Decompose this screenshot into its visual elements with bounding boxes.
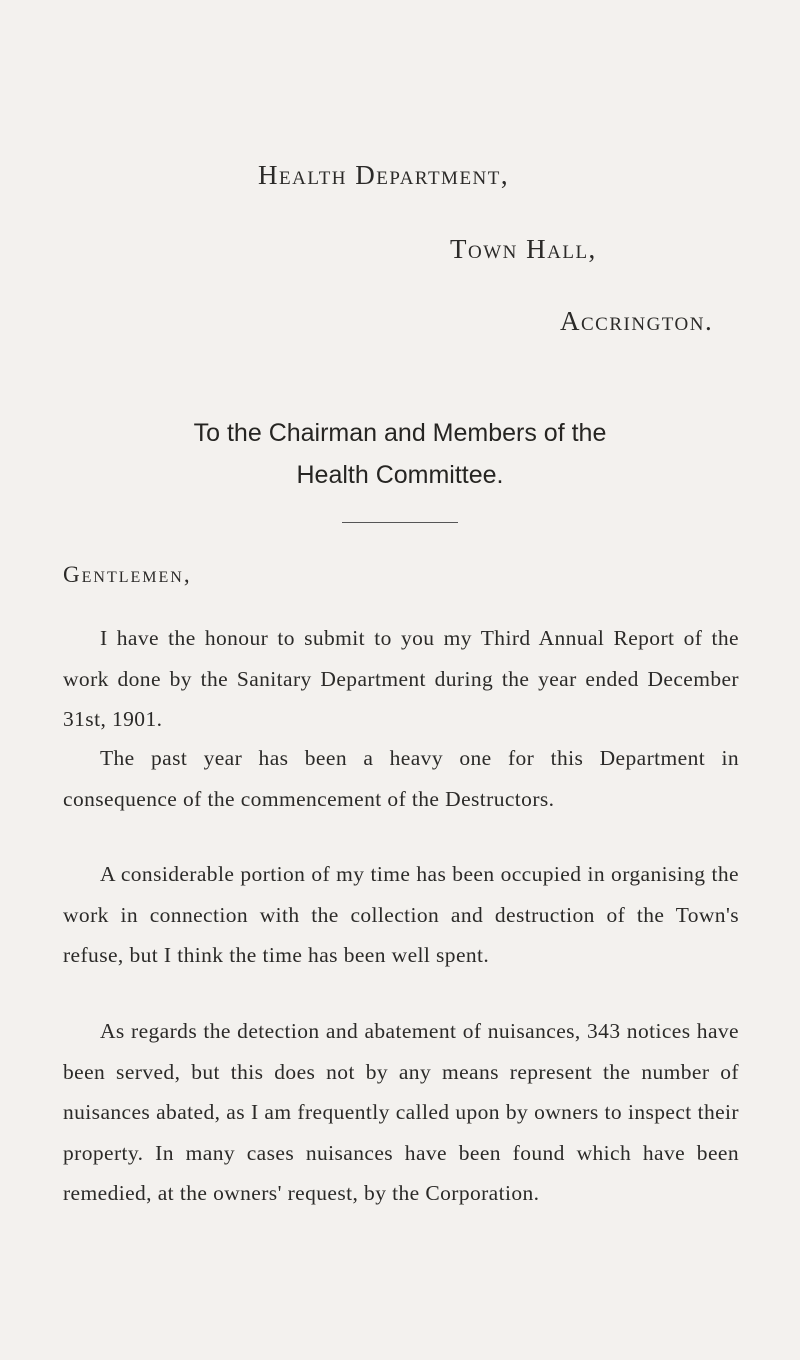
paragraph-3: A considerable portion of my time has been occupied in organising the work in connection with the collection and destruction of the Town's refuse, but I think the time has been well spent. xyxy=(63,862,739,967)
heading-line-2: Health Committee. xyxy=(296,461,504,489)
paragraph-2: The past year has been a heavy one for this Department in consequence of the commencement of the Destructors. xyxy=(63,746,739,811)
address-department: Health Department, xyxy=(258,160,510,190)
address-town: Accrington. xyxy=(560,306,714,336)
heading-line-1: To the Chairman and Members of the xyxy=(193,419,607,447)
divider-rule xyxy=(342,522,458,523)
paragraph-4: As regards the detection and abatement of nuisances, 343 notices have been served, but this does not by any means represent the number of nuisances abated, as I am frequently called upon by owners to inspect their property. In many cases nuisances have been found which have been remedied, at the owners' request, by the Corporation. xyxy=(63,1019,739,1205)
letter-heading xyxy=(0,412,800,496)
address-building: Town Hall, xyxy=(450,234,597,264)
paragraph-1: I have the honour to submit to you my Third Annual Report of the work done by the Sanitary Department during the year ended December 31st, 1901. xyxy=(63,626,739,731)
salutation: Gentlemen, xyxy=(63,562,192,587)
